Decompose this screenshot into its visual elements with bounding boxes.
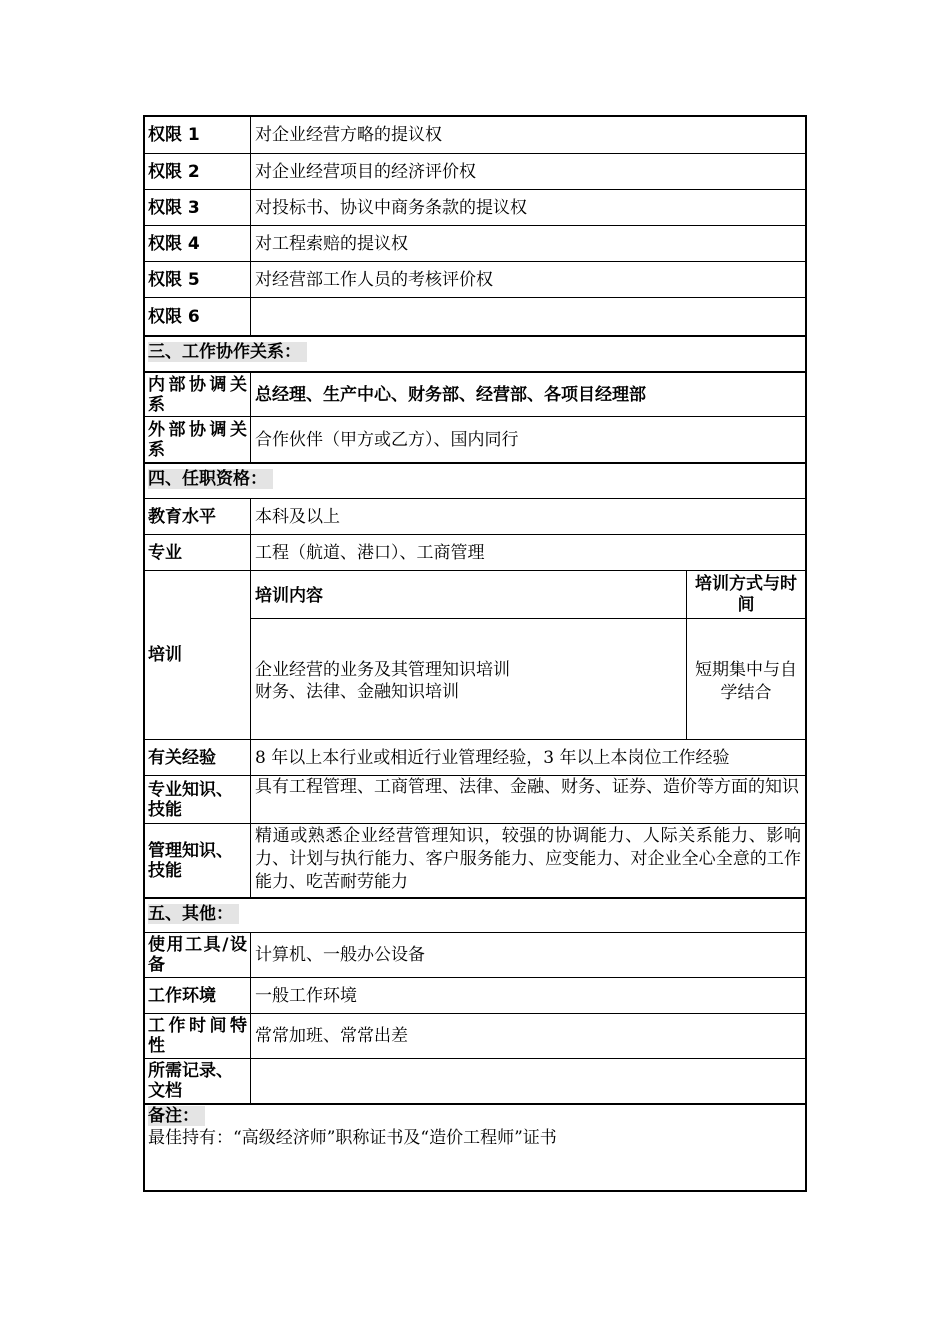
records-value: [251, 1059, 805, 1103]
authority-row-3: [145, 189, 805, 225]
section-4-header: [145, 462, 805, 498]
management-knowledge-row: [145, 823, 805, 897]
professional-knowledge-label: 专业知识、技能: [145, 776, 251, 823]
professional-knowledge-value: 具有工程管理、工商管理、法律、金融、财务、证券、造价等方面的知识: [255, 777, 799, 797]
internal-coordination-row: [145, 371, 805, 416]
job-description-table: [143, 115, 807, 1192]
training-content-cell: [251, 619, 687, 739]
authority-value-4: 对工程索赔的提议权: [255, 233, 408, 254]
education-value: 本科及以上: [255, 506, 340, 527]
training-content-line-1: 企业经营的业务及其管理知识培训: [255, 660, 510, 680]
work-time-value: 常常加班、常常出差: [255, 1026, 408, 1046]
authority-label-1: 权限 1: [145, 117, 251, 153]
authority-row-4: [145, 225, 805, 261]
management-knowledge-label: 管理知识、技能: [145, 824, 251, 897]
education-label: 教育水平: [145, 499, 251, 534]
major-row: [145, 534, 805, 570]
training-label: 培训: [145, 571, 251, 739]
section-4-title: 四、任职资格：: [148, 469, 273, 489]
section-5-header: [145, 897, 805, 932]
authority-label-5: 权限 5: [145, 262, 251, 297]
work-time-label: 工作时间特性: [145, 1014, 251, 1058]
major-label: 专业: [145, 535, 251, 570]
authority-value-5: 对经营部工作人员的考核评价权: [255, 269, 493, 290]
experience-label: 有关经验: [145, 740, 251, 775]
section-5-title: 五、其他：: [148, 904, 239, 924]
internal-coordination-label: 内部协调关系: [145, 373, 251, 416]
authority-row-2: [145, 153, 805, 189]
authority-row-1: [145, 117, 805, 153]
authority-row-5: [145, 261, 805, 297]
tools-label: 使用工具/设备: [145, 933, 251, 977]
section-3-header: [145, 335, 805, 371]
experience-row: [145, 739, 805, 775]
records-label: 所需记录、文档: [145, 1059, 251, 1103]
training-content-header: 培训内容: [251, 571, 687, 619]
environment-row: [145, 977, 805, 1013]
external-coordination-row: [145, 416, 805, 462]
tools-row: [145, 932, 805, 977]
environment-value: 一般工作环境: [255, 985, 357, 1006]
tools-value: 计算机、一般办公设备: [255, 945, 425, 965]
authority-label-6: 权限 6: [145, 298, 251, 335]
records-row: [145, 1058, 805, 1103]
authority-label-3: 权限 3: [145, 190, 251, 225]
major-value: 工程（航道、港口）、工商管理: [255, 542, 485, 563]
internal-coordination-value: 总经理、生产中心、财务部、经营部、各项目经理部: [255, 384, 646, 405]
training-method-header: 培训方式与时间: [687, 571, 805, 619]
authority-label-4: 权限 4: [145, 226, 251, 261]
education-row: [145, 498, 805, 534]
authority-value-3: 对投标书、协议中商务条款的提议权: [255, 197, 527, 218]
training-content-line-2: 财务、法律、金融知识培训: [255, 682, 459, 702]
authority-value-2: 对企业经营项目的经济评价权: [255, 161, 476, 182]
external-coordination-label: 外部协调关系: [145, 417, 251, 462]
remarks-block: [145, 1103, 805, 1190]
training-method-cell: 短期集中与自学结合: [695, 660, 797, 703]
external-coordination-value: 合作伙伴（甲方或乙方）、国内同行: [255, 429, 519, 450]
authority-row-6: [145, 297, 805, 335]
experience-value: 8 年以上本行业或相近行业管理经验，3 年以上本岗位工作经验: [255, 747, 730, 768]
authority-value-6: [251, 298, 805, 335]
professional-knowledge-row: [145, 775, 805, 823]
remarks-text: 最佳持有：“高级经济师”职称证书及“造价工程师”证书: [148, 1128, 557, 1148]
authority-label-2: 权限 2: [145, 154, 251, 189]
remarks-title: 备注：: [148, 1106, 205, 1126]
management-knowledge-value: 精通或熟悉企业经营管理知识，较强的协调能力、人际关系能力、影响力、计划与执行能力、客户服务能力、应变能力、对企业全心全意的工作能力、吃苦耐劳能力: [255, 826, 801, 892]
training-row: [145, 570, 805, 739]
environment-label: 工作环境: [145, 978, 251, 1013]
work-time-row: [145, 1013, 805, 1058]
authority-value-1: 对企业经营方略的提议权: [255, 125, 442, 145]
section-3-title: 三、工作协作关系：: [148, 342, 307, 362]
